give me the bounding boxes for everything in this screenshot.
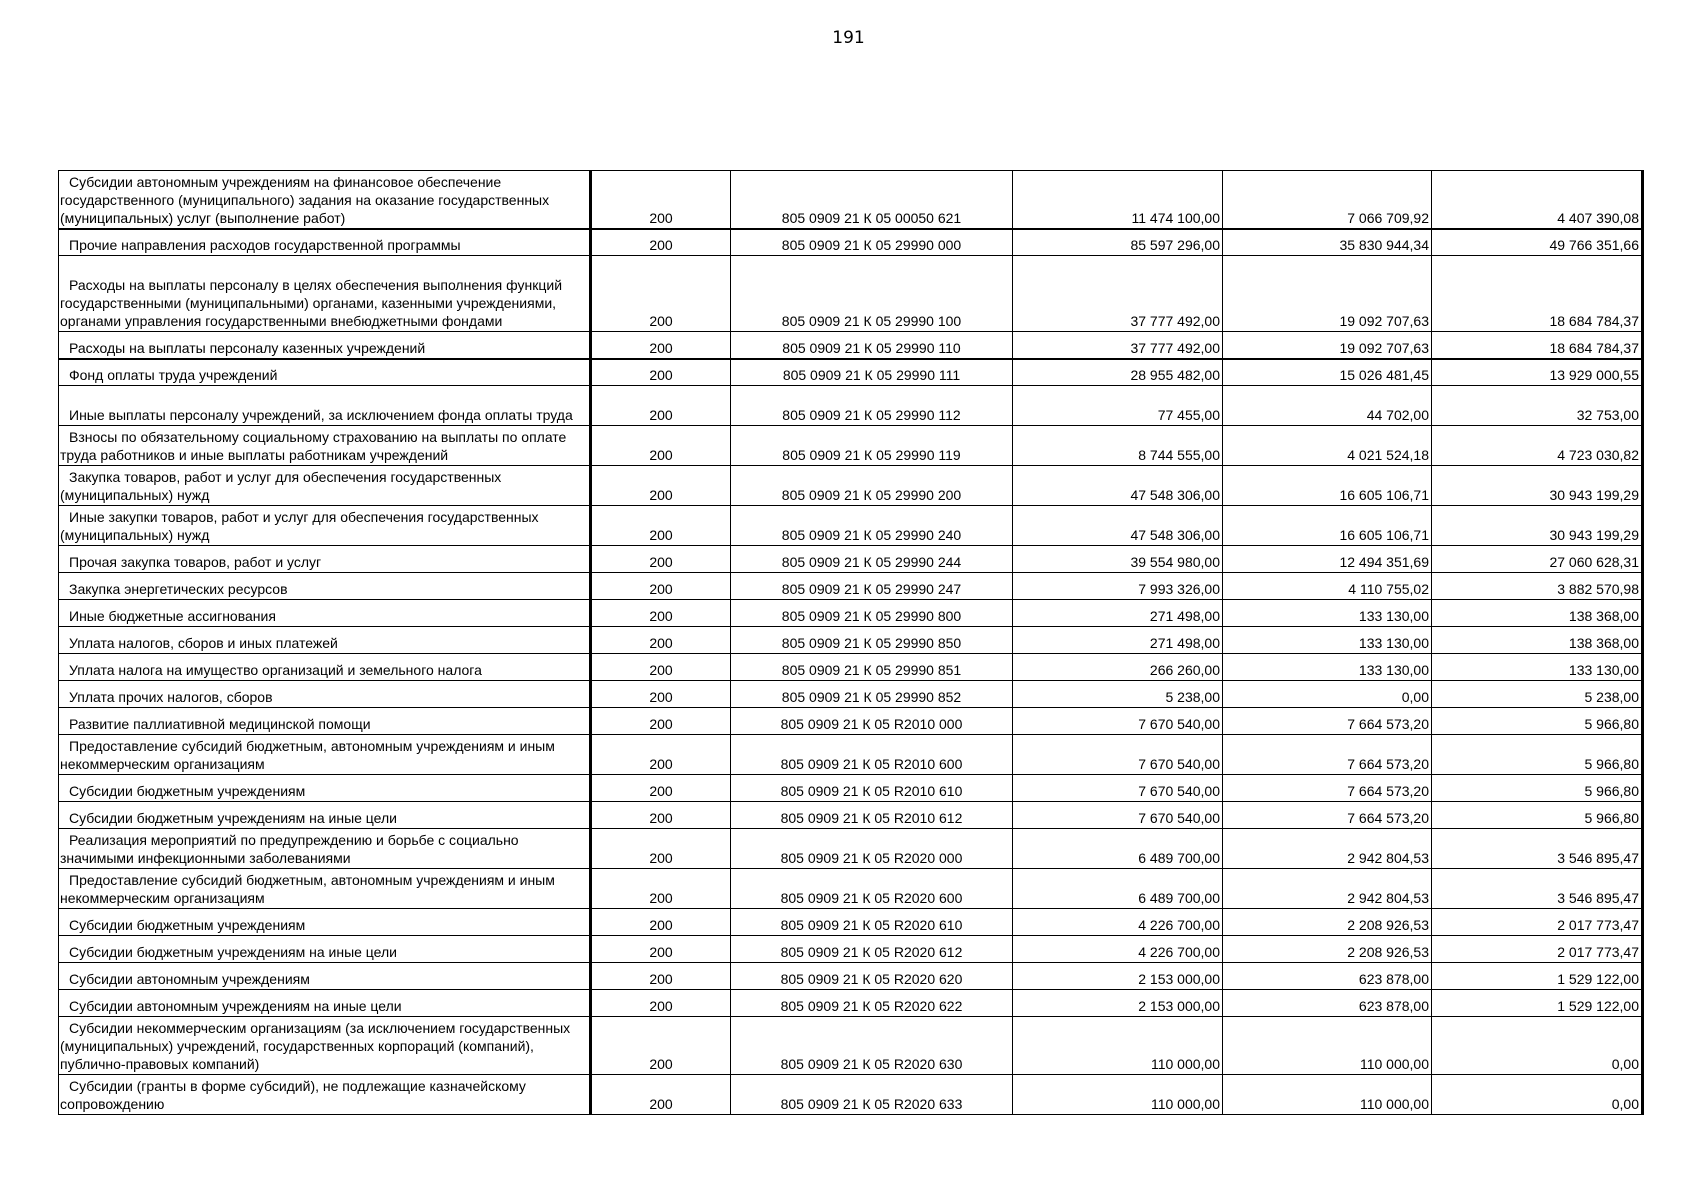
row-budget-code: 805 0909 21 К 05 R2010 600 bbox=[731, 735, 1013, 775]
row-admin-code: 200 bbox=[591, 256, 731, 332]
table-row bbox=[59, 229, 1643, 256]
row-unexecuted-amount: 0,00 bbox=[1432, 1075, 1643, 1115]
row-unexecuted-amount: 5 966,80 bbox=[1432, 775, 1643, 802]
row-approved-amount: 7 670 540,00 bbox=[1013, 708, 1223, 735]
row-budget-code: 805 0909 21 К 05 29990 119 bbox=[731, 426, 1013, 466]
row-approved-amount: 7 670 540,00 bbox=[1013, 735, 1223, 775]
table-row bbox=[59, 936, 1643, 963]
table-row bbox=[59, 627, 1643, 654]
row-name-text: Уплата налогов, сборов и иных платежей bbox=[69, 635, 338, 651]
table-row bbox=[59, 654, 1643, 681]
row-budget-code: 805 0909 21 К 05 29990 112 bbox=[731, 386, 1013, 426]
row-admin-code: 200 bbox=[591, 573, 731, 600]
row-executed-amount: 133 130,00 bbox=[1223, 600, 1432, 627]
row-approved-amount: 28 955 482,00 bbox=[1013, 359, 1223, 386]
row-unexecuted-amount: 3 882 570,98 bbox=[1432, 573, 1643, 600]
row-approved-amount: 2 153 000,00 bbox=[1013, 990, 1223, 1017]
row-unexecuted-amount: 5 966,80 bbox=[1432, 802, 1643, 829]
row-name bbox=[59, 573, 591, 600]
table-row bbox=[59, 546, 1643, 573]
row-approved-amount: 271 498,00 bbox=[1013, 627, 1223, 654]
table-row bbox=[59, 600, 1643, 627]
row-name bbox=[59, 466, 591, 506]
row-approved-amount: 4 226 700,00 bbox=[1013, 909, 1223, 936]
row-admin-code: 200 bbox=[591, 1017, 731, 1075]
row-executed-amount: 2 208 926,53 bbox=[1223, 936, 1432, 963]
row-budget-code: 805 0909 21 К 05 R2010 000 bbox=[731, 708, 1013, 735]
row-admin-code: 200 bbox=[591, 546, 731, 573]
row-admin-code: 200 bbox=[591, 869, 731, 909]
row-approved-amount: 47 548 306,00 bbox=[1013, 506, 1223, 546]
row-name-text: Закупка товаров, работ и услуг для обеспечения государственных (муниципальных) нужд bbox=[60, 469, 502, 503]
row-name-text: Расходы на выплаты персоналу в целях обеспечения выполнения функций государственными (муниципальными) органами, казенными учреждениями, органами управления государственными внебюджетными фондами bbox=[60, 277, 563, 329]
row-budget-code: 805 0909 21 К 05 29990 244 bbox=[731, 546, 1013, 573]
row-executed-amount: 15 026 481,45 bbox=[1223, 359, 1432, 386]
row-executed-amount: 623 878,00 bbox=[1223, 963, 1432, 990]
row-unexecuted-amount: 133 130,00 bbox=[1432, 654, 1643, 681]
row-executed-amount: 35 830 944,34 bbox=[1223, 229, 1432, 256]
row-executed-amount: 623 878,00 bbox=[1223, 990, 1432, 1017]
row-admin-code: 200 bbox=[591, 909, 731, 936]
row-budget-code: 805 0909 21 К 05 R2020 000 bbox=[731, 829, 1013, 869]
row-approved-amount: 110 000,00 bbox=[1013, 1017, 1223, 1075]
row-name bbox=[59, 386, 591, 426]
row-executed-amount: 133 130,00 bbox=[1223, 627, 1432, 654]
row-name-text: Субсидии бюджетным учреждениям на иные цели bbox=[69, 810, 397, 826]
row-executed-amount: 2 208 926,53 bbox=[1223, 909, 1432, 936]
row-budget-code: 805 0909 21 К 05 R2020 633 bbox=[731, 1075, 1013, 1115]
row-name bbox=[59, 681, 591, 708]
table-row bbox=[59, 573, 1643, 600]
row-budget-code: 805 0909 21 К 05 00050 621 bbox=[731, 171, 1013, 229]
row-admin-code: 200 bbox=[591, 802, 731, 829]
row-admin-code: 200 bbox=[591, 332, 731, 359]
row-unexecuted-amount: 5 966,80 bbox=[1432, 735, 1643, 775]
row-budget-code: 805 0909 21 К 05 29990 852 bbox=[731, 681, 1013, 708]
row-approved-amount: 77 455,00 bbox=[1013, 386, 1223, 426]
row-admin-code: 200 bbox=[591, 171, 731, 229]
row-unexecuted-amount: 27 060 628,31 bbox=[1432, 546, 1643, 573]
row-approved-amount: 4 226 700,00 bbox=[1013, 936, 1223, 963]
row-budget-code: 805 0909 21 К 05 R2020 630 bbox=[731, 1017, 1013, 1075]
row-approved-amount: 2 153 000,00 bbox=[1013, 963, 1223, 990]
table-row bbox=[59, 869, 1643, 909]
row-name bbox=[59, 869, 591, 909]
row-name bbox=[59, 546, 591, 573]
row-name-text: Предоставление субсидий бюджетным, автономным учреждениям и иным некоммерческим организациям bbox=[60, 738, 555, 772]
row-name-text: Фонд оплаты труда учреждений bbox=[69, 367, 278, 383]
row-admin-code: 200 bbox=[591, 963, 731, 990]
table-row bbox=[59, 256, 1643, 332]
row-admin-code: 200 bbox=[591, 229, 731, 256]
row-executed-amount: 110 000,00 bbox=[1223, 1017, 1432, 1075]
row-budget-code: 805 0909 21 К 05 29990 851 bbox=[731, 654, 1013, 681]
row-budget-code: 805 0909 21 К 05 R2020 612 bbox=[731, 936, 1013, 963]
row-budget-code: 805 0909 21 К 05 R2020 622 bbox=[731, 990, 1013, 1017]
row-executed-amount: 16 605 106,71 bbox=[1223, 466, 1432, 506]
table-row bbox=[59, 735, 1643, 775]
row-executed-amount: 16 605 106,71 bbox=[1223, 506, 1432, 546]
row-admin-code: 200 bbox=[591, 466, 731, 506]
row-name bbox=[59, 359, 591, 386]
row-approved-amount: 7 670 540,00 bbox=[1013, 775, 1223, 802]
row-name-text: Реализация мероприятий по предупреждению и борьбе с социально значимыми инфекционными заболеваниями bbox=[60, 832, 519, 866]
row-name-text: Предоставление субсидий бюджетным, автономным учреждениям и иным некоммерческим организациям bbox=[60, 872, 555, 906]
table-row bbox=[59, 909, 1643, 936]
row-budget-code: 805 0909 21 К 05 29990 000 bbox=[731, 229, 1013, 256]
row-approved-amount: 11 474 100,00 bbox=[1013, 171, 1223, 229]
row-unexecuted-amount: 1 529 122,00 bbox=[1432, 990, 1643, 1017]
row-approved-amount: 7 993 326,00 bbox=[1013, 573, 1223, 600]
row-approved-amount: 266 260,00 bbox=[1013, 654, 1223, 681]
row-budget-code: 805 0909 21 К 05 29990 110 bbox=[731, 332, 1013, 359]
row-unexecuted-amount: 138 368,00 bbox=[1432, 600, 1643, 627]
row-unexecuted-amount: 18 684 784,37 bbox=[1432, 256, 1643, 332]
row-name-text: Закупка энергетических ресурсов bbox=[69, 581, 288, 597]
table-row bbox=[59, 990, 1643, 1017]
row-name bbox=[59, 829, 591, 869]
row-budget-code: 805 0909 21 К 05 29990 247 bbox=[731, 573, 1013, 600]
row-unexecuted-amount: 3 546 895,47 bbox=[1432, 869, 1643, 909]
table-row bbox=[59, 506, 1643, 546]
table-row bbox=[59, 171, 1643, 229]
row-approved-amount: 85 597 296,00 bbox=[1013, 229, 1223, 256]
row-unexecuted-amount: 30 943 199,29 bbox=[1432, 506, 1643, 546]
row-executed-amount: 4 110 755,02 bbox=[1223, 573, 1432, 600]
row-admin-code: 200 bbox=[591, 600, 731, 627]
row-budget-code: 805 0909 21 К 05 29990 850 bbox=[731, 627, 1013, 654]
row-executed-amount: 7 664 573,20 bbox=[1223, 708, 1432, 735]
table-row bbox=[59, 681, 1643, 708]
row-admin-code: 200 bbox=[591, 386, 731, 426]
row-approved-amount: 37 777 492,00 bbox=[1013, 256, 1223, 332]
row-admin-code: 200 bbox=[591, 1075, 731, 1115]
row-executed-amount: 110 000,00 bbox=[1223, 1075, 1432, 1115]
table-row bbox=[59, 332, 1643, 359]
row-name-text: Субсидии автономным учреждениям на иные цели bbox=[69, 998, 402, 1014]
row-budget-code: 805 0909 21 К 05 R2020 620 bbox=[731, 963, 1013, 990]
row-name bbox=[59, 506, 591, 546]
row-budget-code: 805 0909 21 К 05 R2010 612 bbox=[731, 802, 1013, 829]
row-admin-code: 200 bbox=[591, 681, 731, 708]
row-budget-code: 805 0909 21 К 05 29990 111 bbox=[731, 359, 1013, 386]
row-name bbox=[59, 256, 591, 332]
table-row bbox=[59, 802, 1643, 829]
row-unexecuted-amount: 30 943 199,29 bbox=[1432, 466, 1643, 506]
row-executed-amount: 19 092 707,63 bbox=[1223, 332, 1432, 359]
row-name-text: Субсидии бюджетным учреждениям на иные цели bbox=[69, 944, 397, 960]
table-row bbox=[59, 1075, 1643, 1115]
row-name-text: Иные закупки товаров, работ и услуг для обеспечения государственных (муниципальных) нужд bbox=[60, 509, 539, 543]
row-name bbox=[59, 426, 591, 466]
row-unexecuted-amount: 5 966,80 bbox=[1432, 708, 1643, 735]
row-unexecuted-amount: 32 753,00 bbox=[1432, 386, 1643, 426]
row-executed-amount: 4 021 524,18 bbox=[1223, 426, 1432, 466]
row-name bbox=[59, 708, 591, 735]
row-name-text: Развитие паллиативной медицинской помощи bbox=[69, 716, 371, 732]
row-unexecuted-amount: 0,00 bbox=[1432, 1017, 1643, 1075]
row-budget-code: 805 0909 21 К 05 29990 200 bbox=[731, 466, 1013, 506]
row-admin-code: 200 bbox=[591, 506, 731, 546]
row-unexecuted-amount: 18 684 784,37 bbox=[1432, 332, 1643, 359]
row-name-text: Расходы на выплаты персоналу казенных учреждений bbox=[69, 339, 426, 356]
row-executed-amount: 7 664 573,20 bbox=[1223, 775, 1432, 802]
row-admin-code: 200 bbox=[591, 627, 731, 654]
row-unexecuted-amount: 49 766 351,66 bbox=[1432, 229, 1643, 256]
row-name-text: Уплата налога на имущество организаций и земельного налога bbox=[69, 662, 482, 678]
row-budget-code: 805 0909 21 К 05 29990 240 bbox=[731, 506, 1013, 546]
row-name bbox=[59, 775, 591, 802]
row-name-text: Субсидии автономным учреждениям bbox=[69, 971, 310, 987]
table-row bbox=[59, 829, 1643, 869]
table-row bbox=[59, 963, 1643, 990]
table-row bbox=[59, 466, 1643, 506]
row-name-text: Субсидии автономным учреждениям на финансовое обеспечение государственного (муниципального) задания на оказание государственных (муниципальных) услуг (выполнение работ) bbox=[60, 173, 550, 226]
row-unexecuted-amount: 2 017 773,47 bbox=[1432, 936, 1643, 963]
row-unexecuted-amount: 4 723 030,82 bbox=[1432, 426, 1643, 466]
budget-execution-table bbox=[58, 170, 1644, 1115]
table-row bbox=[59, 386, 1643, 426]
row-name-text: Иные выплаты персоналу учреждений, за исключением фонда оплаты труда bbox=[69, 407, 573, 423]
row-unexecuted-amount: 138 368,00 bbox=[1432, 627, 1643, 654]
row-admin-code: 200 bbox=[591, 654, 731, 681]
row-unexecuted-amount: 4 407 390,08 bbox=[1432, 171, 1643, 229]
row-executed-amount: 133 130,00 bbox=[1223, 654, 1432, 681]
row-unexecuted-amount: 5 238,00 bbox=[1432, 681, 1643, 708]
row-admin-code: 200 bbox=[591, 426, 731, 466]
row-name bbox=[59, 229, 591, 256]
row-admin-code: 200 bbox=[591, 735, 731, 775]
row-name-text: Прочая закупка товаров, работ и услуг bbox=[69, 554, 322, 570]
row-unexecuted-amount: 1 529 122,00 bbox=[1432, 963, 1643, 990]
row-admin-code: 200 bbox=[591, 990, 731, 1017]
row-approved-amount: 6 489 700,00 bbox=[1013, 829, 1223, 869]
table-row bbox=[59, 708, 1643, 735]
page-number: 191 bbox=[832, 28, 865, 48]
row-executed-amount: 0,00 bbox=[1223, 681, 1432, 708]
row-approved-amount: 6 489 700,00 bbox=[1013, 869, 1223, 909]
row-name-text: Субсидии бюджетным учреждениям bbox=[69, 917, 306, 933]
row-admin-code: 200 bbox=[591, 936, 731, 963]
row-name bbox=[59, 171, 591, 229]
row-executed-amount: 7 664 573,20 bbox=[1223, 802, 1432, 829]
row-executed-amount: 19 092 707,63 bbox=[1223, 256, 1432, 332]
row-admin-code: 200 bbox=[591, 359, 731, 386]
row-admin-code: 200 bbox=[591, 708, 731, 735]
row-unexecuted-amount: 2 017 773,47 bbox=[1432, 909, 1643, 936]
row-name-text: Субсидии бюджетным учреждениям bbox=[69, 783, 306, 799]
row-name bbox=[59, 963, 591, 990]
table-row bbox=[59, 775, 1643, 802]
row-name bbox=[59, 654, 591, 681]
row-admin-code: 200 bbox=[591, 775, 731, 802]
row-name bbox=[59, 600, 591, 627]
row-name bbox=[59, 627, 591, 654]
row-executed-amount: 44 702,00 bbox=[1223, 386, 1432, 426]
row-approved-amount: 39 554 980,00 bbox=[1013, 546, 1223, 573]
row-budget-code: 805 0909 21 К 05 R2020 610 bbox=[731, 909, 1013, 936]
row-name bbox=[59, 735, 591, 775]
row-name bbox=[59, 990, 591, 1017]
row-name-text: Взносы по обязательному социальному страхованию на выплаты по оплате труда работников и иные выплаты работникам учреждений bbox=[60, 429, 567, 463]
row-executed-amount: 7 066 709,92 bbox=[1223, 171, 1432, 229]
row-name-text: Субсидии некоммерческим организациям (за исключением государственных (муниципальных) учреждений, государственных корпораций (компаний), публично-правовых компаний) bbox=[60, 1020, 571, 1072]
row-approved-amount: 37 777 492,00 bbox=[1013, 332, 1223, 359]
row-budget-code: 805 0909 21 К 05 29990 100 bbox=[731, 256, 1013, 332]
row-name-text: Иные бюджетные ассигнования bbox=[69, 608, 276, 624]
row-approved-amount: 271 498,00 bbox=[1013, 600, 1223, 627]
row-approved-amount: 110 000,00 bbox=[1013, 1075, 1223, 1115]
table-row bbox=[59, 359, 1643, 386]
row-name bbox=[59, 1017, 591, 1075]
row-unexecuted-amount: 13 929 000,55 bbox=[1432, 359, 1643, 386]
row-approved-amount: 5 238,00 bbox=[1013, 681, 1223, 708]
row-name bbox=[59, 802, 591, 829]
row-admin-code: 200 bbox=[591, 829, 731, 869]
row-name-text: Уплата прочих налогов, сборов bbox=[69, 689, 273, 705]
row-name bbox=[59, 332, 591, 359]
row-executed-amount: 2 942 804,53 bbox=[1223, 829, 1432, 869]
row-name-text: Прочие направления расходов государственной программы bbox=[69, 237, 461, 253]
row-executed-amount: 7 664 573,20 bbox=[1223, 735, 1432, 775]
row-budget-code: 805 0909 21 К 05 R2020 600 bbox=[731, 869, 1013, 909]
row-approved-amount: 47 548 306,00 bbox=[1013, 466, 1223, 506]
table-row bbox=[59, 426, 1643, 466]
row-unexecuted-amount: 3 546 895,47 bbox=[1432, 829, 1643, 869]
row-name bbox=[59, 909, 591, 936]
row-approved-amount: 8 744 555,00 bbox=[1013, 426, 1223, 466]
row-executed-amount: 2 942 804,53 bbox=[1223, 869, 1432, 909]
row-name bbox=[59, 936, 591, 963]
table-row bbox=[59, 1017, 1643, 1075]
row-budget-code: 805 0909 21 К 05 R2010 610 bbox=[731, 775, 1013, 802]
row-approved-amount: 7 670 540,00 bbox=[1013, 802, 1223, 829]
row-name bbox=[59, 1075, 591, 1115]
row-budget-code: 805 0909 21 К 05 29990 800 bbox=[731, 600, 1013, 627]
row-executed-amount: 12 494 351,69 bbox=[1223, 546, 1432, 573]
row-name-text: Субсидии (гранты в форме субсидий), не подлежащие казначейскому сопровождению bbox=[60, 1078, 526, 1112]
table-body bbox=[59, 171, 1643, 1115]
